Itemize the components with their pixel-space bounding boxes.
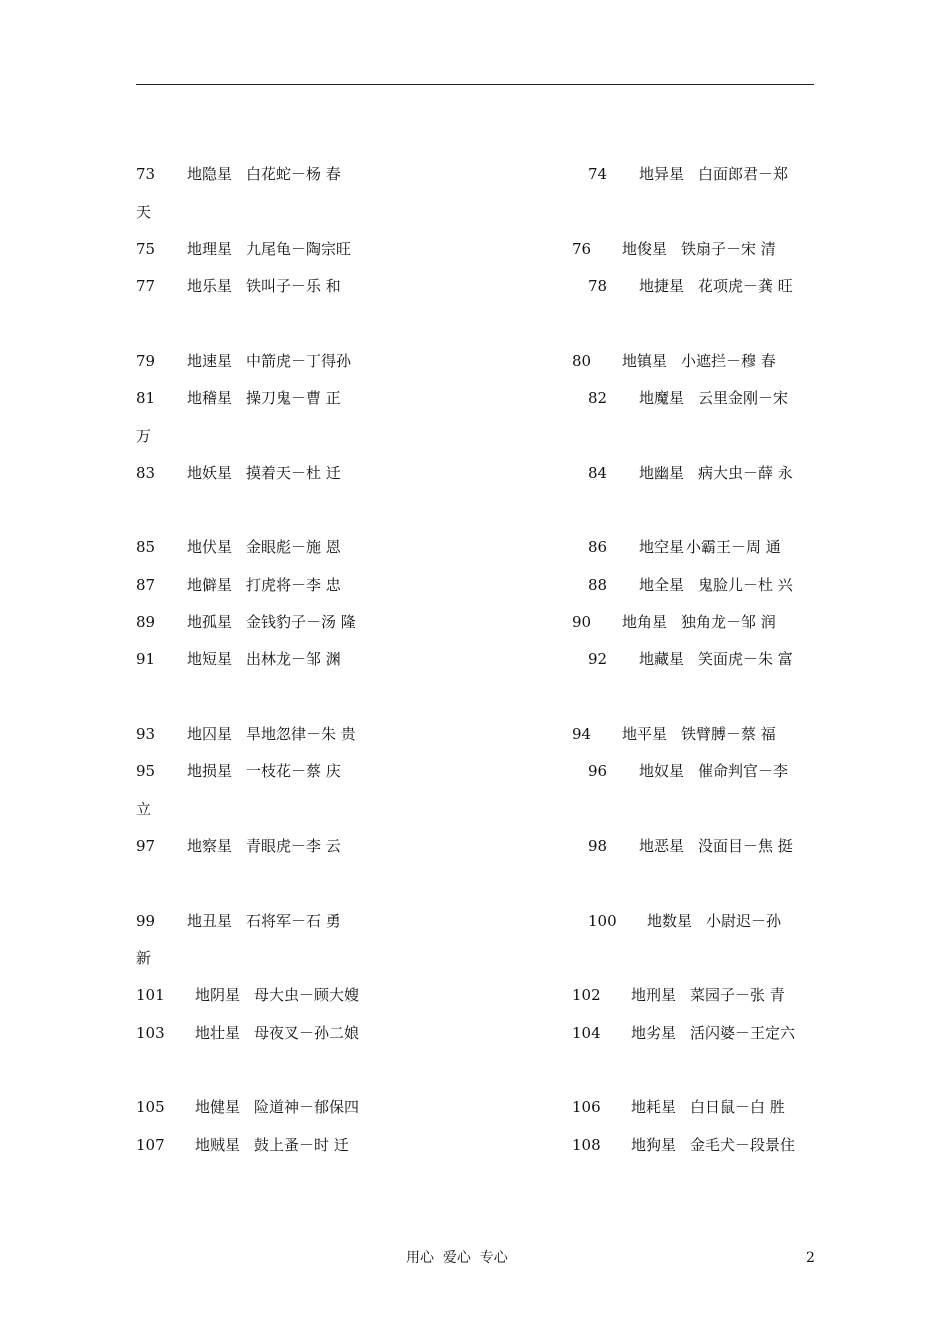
star-title: 地幽星 (639, 464, 685, 482)
star-title: 地劣星 (631, 1024, 677, 1042)
hero-name: 铁叫子－乐 和 (246, 277, 341, 295)
row-number: 100 (588, 912, 617, 930)
list-row (0, 162, 950, 186)
hero-name: 出林龙－邹 渊 (246, 650, 341, 668)
hero-name: 操刀鬼－曹 正 (246, 389, 341, 407)
row-number: 94 (572, 725, 592, 743)
list-row (0, 722, 950, 746)
star-title: 地僻星 (187, 576, 233, 594)
row-number: 91 (136, 650, 156, 668)
hero-name: 白日鼠－白 胜 (690, 1098, 785, 1116)
star-title: 地异星 (639, 165, 685, 183)
hero-name: 白面郎君－郑 (698, 165, 789, 183)
row-number: 96 (588, 762, 608, 780)
row-number: 80 (572, 352, 592, 370)
list-row (0, 834, 950, 858)
list-row (0, 983, 950, 1007)
hero-name: 一枝花－蔡 庆 (246, 762, 341, 780)
star-title: 地壮星 (195, 1024, 241, 1042)
hero-name: 摸着天－杜 迁 (246, 464, 341, 482)
row-number: 89 (136, 613, 156, 631)
list-row (0, 1095, 950, 1119)
row-number: 98 (588, 837, 608, 855)
hero-name: 小霸王－周 通 (686, 538, 781, 556)
wrapped-name-char: 天 (136, 203, 152, 221)
list-row (0, 759, 950, 783)
row-number: 74 (588, 165, 608, 183)
hero-name: 青眼虎－李 云 (246, 837, 341, 855)
star-title: 地空星 (639, 538, 685, 556)
star-title: 地耗星 (631, 1098, 677, 1116)
hero-name: 白花蛇－杨 春 (246, 165, 341, 183)
list-row (0, 386, 950, 410)
row-number: 79 (136, 352, 156, 370)
star-title: 地捷星 (639, 277, 685, 295)
hero-name: 独角龙－邹 润 (681, 613, 776, 631)
row-number: 77 (136, 277, 156, 295)
star-title: 地察星 (187, 837, 233, 855)
page-footer (0, 1246, 950, 1270)
list-row (0, 909, 950, 933)
star-title: 地恶星 (639, 837, 685, 855)
star-title: 地平星 (622, 725, 668, 743)
star-title: 地隐星 (187, 165, 233, 183)
hero-name: 旱地忽律－朱 贵 (246, 725, 356, 743)
row-number: 104 (572, 1024, 601, 1042)
wrapped-name-char: 立 (136, 800, 152, 818)
hero-name: 小尉迟－孙 (706, 912, 782, 930)
star-title: 地藏星 (639, 650, 685, 668)
footer-slogan: 用心 爱心 专心 (406, 1250, 508, 1266)
hero-name: 母夜叉－孙二娘 (254, 1024, 360, 1042)
star-title: 地刑星 (631, 986, 677, 1004)
hero-name: 催命判官－李 (698, 762, 789, 780)
list-row (0, 461, 950, 485)
row-number: 88 (588, 576, 608, 594)
row-number: 78 (588, 277, 608, 295)
row-number: 97 (136, 837, 156, 855)
hero-name: 石将军－石 勇 (246, 912, 341, 930)
hero-name: 铁臂膊－蔡 福 (681, 725, 776, 743)
hero-name: 云里金刚－宋 (698, 389, 789, 407)
hero-name: 病大虫－薛 永 (698, 464, 793, 482)
list-row (0, 274, 950, 298)
row-number: 75 (136, 240, 156, 258)
hero-name: 母大虫－顾大嫂 (254, 986, 360, 1004)
list-row (0, 1021, 950, 1045)
star-title: 地魔星 (639, 389, 685, 407)
hero-name: 金钱豹子－汤 隆 (246, 613, 356, 631)
row-number: 85 (136, 538, 156, 556)
hero-name: 打虎将－李 忠 (246, 576, 341, 594)
hero-name: 鼓上蚤－时 迁 (254, 1136, 349, 1154)
star-title: 地速星 (187, 352, 233, 370)
star-title: 地稽星 (187, 389, 233, 407)
wrapped-name-char: 新 (136, 949, 152, 967)
star-title: 地狗星 (631, 1136, 677, 1154)
hero-name: 没面目－焦 挺 (698, 837, 793, 855)
star-title: 地短星 (187, 650, 233, 668)
hero-name: 九尾龟－陶宗旺 (246, 240, 352, 258)
row-number: 73 (136, 165, 156, 183)
list-row (0, 1133, 950, 1157)
star-title: 地奴星 (639, 762, 685, 780)
row-number: 76 (572, 240, 592, 258)
row-number: 93 (136, 725, 156, 743)
star-title: 地健星 (195, 1098, 241, 1116)
hero-name: 金毛犬－段景住 (690, 1136, 796, 1154)
hero-name: 中箭虎－丁得孙 (246, 352, 352, 370)
row-number: 90 (572, 613, 592, 631)
star-title: 地伏星 (187, 538, 233, 556)
row-number: 81 (136, 389, 156, 407)
star-title: 地孤星 (187, 613, 233, 631)
row-number: 106 (572, 1098, 601, 1116)
hero-name: 菜园子－张 青 (690, 986, 785, 1004)
hero-name: 鬼脸儿－杜 兴 (698, 576, 793, 594)
star-title: 地角星 (622, 613, 668, 631)
hero-name: 金眼彪－施 恩 (246, 538, 341, 556)
list-row (0, 647, 950, 671)
header-rule (136, 84, 814, 85)
star-title: 地镇星 (622, 352, 668, 370)
star-title: 地丑星 (187, 912, 233, 930)
row-number: 99 (136, 912, 156, 930)
star-title: 地损星 (187, 762, 233, 780)
row-number: 108 (572, 1136, 601, 1154)
star-title: 地理星 (187, 240, 233, 258)
hero-name: 小遮拦－穆 春 (681, 352, 776, 370)
row-number: 107 (136, 1136, 165, 1154)
hero-name: 笑面虎－朱 富 (698, 650, 793, 668)
star-title: 地全星 (639, 576, 685, 594)
row-number: 95 (136, 762, 156, 780)
row-number: 92 (588, 650, 608, 668)
list-row (0, 237, 950, 261)
row-number: 86 (588, 538, 608, 556)
row-number: 105 (136, 1098, 165, 1116)
star-title: 地乐星 (187, 277, 233, 295)
star-title: 地贼星 (195, 1136, 241, 1154)
hero-name: 铁扇子－宋 清 (681, 240, 776, 258)
star-title: 地妖星 (187, 464, 233, 482)
star-title: 地俊星 (622, 240, 668, 258)
row-number: 103 (136, 1024, 165, 1042)
row-number: 82 (588, 389, 608, 407)
row-number: 83 (136, 464, 156, 482)
hero-name: 活闪婆－王定六 (690, 1024, 796, 1042)
list-row (0, 535, 950, 559)
star-title: 地阴星 (195, 986, 241, 1004)
row-number: 102 (572, 986, 601, 1004)
list-row (0, 349, 950, 373)
page-number: 2 (806, 1250, 815, 1266)
star-title: 地数星 (647, 912, 693, 930)
row-number: 101 (136, 986, 165, 1004)
hero-name: 险道神－郁保四 (254, 1098, 360, 1116)
list-row (0, 610, 950, 634)
row-number: 84 (588, 464, 608, 482)
list-row (0, 573, 950, 597)
star-title: 地囚星 (187, 725, 233, 743)
row-number: 87 (136, 576, 156, 594)
wrapped-name-char: 万 (136, 427, 152, 445)
hero-name: 花项虎－龚 旺 (698, 277, 793, 295)
